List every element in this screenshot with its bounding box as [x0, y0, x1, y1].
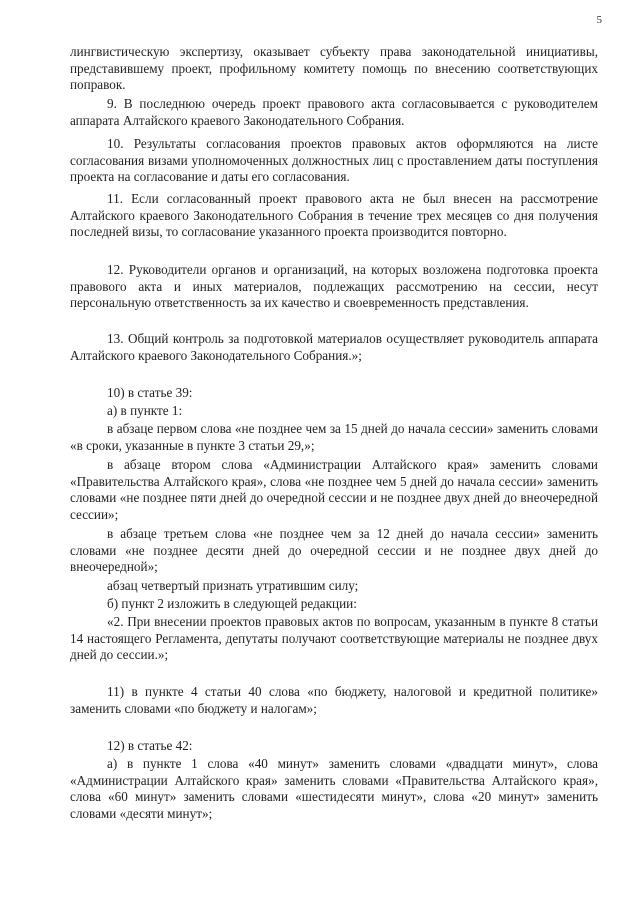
- paragraph-item-11: 11. Если согласованный проект правового акта не был внесен на рассмотрение Алтайского краевого Законодательного Собрания в течение трех месяцев со дня получения последней визы, то согласование указанного проекта производится повторно.: [70, 191, 598, 240]
- amendment-10-heading: 10) в статье 39:: [107, 385, 193, 400]
- amendment-10b-heading: б) пункт 2 изложить в следующей редакции:: [107, 596, 357, 611]
- paragraph-item-12: 12. Руководители органов и организаций, на которых возложена подготовка проекта правового акта и иных материалов, подлежащих рассмотрению на сессии, несут персональную ответственность за их качество и своевременность представления.: [70, 262, 598, 311]
- amendment-10a-par1: в абзаце первом слова «не позднее чем за 15 дней до начала сессии» заменить словами «в сроки, указанные в пункте 3 статьи 29,»;: [70, 421, 598, 453]
- amendment-10b-text: «2. При внесении проектов правовых актов по вопросам, указанным в пункте 8 статьи 14 настоящего Регламента, депутаты получают соответствующие материалы не позднее двух дней до сессии.»;: [70, 614, 598, 663]
- paragraph-item-13: 13. Общий контроль за подготовкой материалов осуществляет руководитель аппарата Алтайского краевого Законодательного Собрания.»;: [70, 331, 598, 363]
- paragraph-item-9: 9. В последнюю очередь проект правового акта согласовывается с руководителем аппарата Алтайского краевого Законодательного Собрания.: [70, 96, 598, 128]
- amendment-10a-par4: абзац четвертый признать утратившим силу;: [107, 578, 359, 593]
- paragraph-item-10: 10. Результаты согласования проектов правовых актов оформляются на листе согласования визами уполномоченных должностных лиц с проставлением даты поступления проекта на согласование и даты его согласования.: [70, 136, 598, 185]
- amendment-12-heading: 12) в статье 42:: [107, 738, 193, 753]
- paragraph-continuation: лингвистическую экспертизу, оказывает субъекту права законодательной инициативы, представившему проект, профильному комитету помощь по внесению соответствующих поправок.: [70, 44, 598, 93]
- amendment-11: 11) в пункте 4 статьи 40 слова «по бюджету, налоговой и кредитной политике» заменить словами «по бюджету и налогам»;: [70, 684, 598, 716]
- amendment-12a-text: а) в пункте 1 слова «40 минут» заменить словами «двадцати минут», слова «Администрации Алтайского края» заменить словами «Правительства Алтайского края», слова «60 минут» заменить словами «шестидесяти минут», слова «20 минут» заменить словами «десяти минут»;: [70, 756, 598, 821]
- amendment-10a-par2: в абзаце втором слова «Администрации Алтайского края» заменить словами «Правительства Алтайского края», слова «не позднее чем 5 дней до начала сессии» заменить словами «не позднее пяти дней до очередной сессии и не позднее двух дней до внеочередной сессии»;: [70, 457, 598, 522]
- page-number: 5: [596, 14, 602, 26]
- amendment-10a-heading: а) в пункте 1:: [107, 403, 183, 418]
- amendment-10a-par3: в абзаце третьем слова «не позднее чем за 12 дней до начала сессии» заменить словами «не позднее десяти дней до очередной сессии и не позднее двух дней до внеочередной»;: [70, 526, 598, 575]
